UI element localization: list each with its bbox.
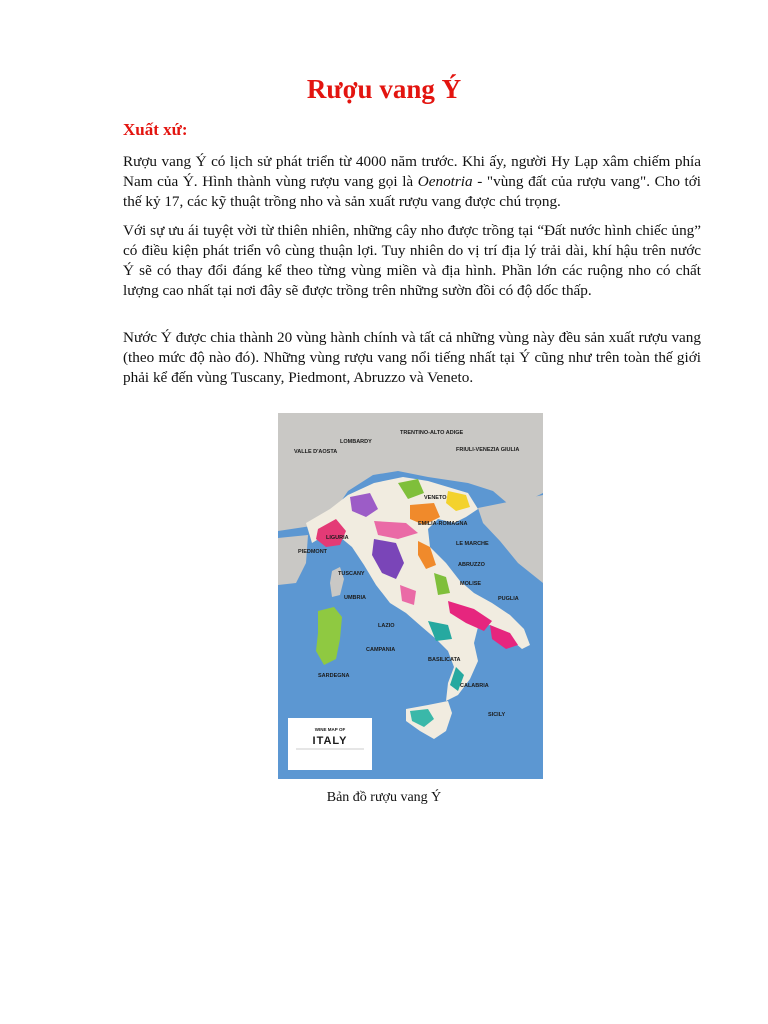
paragraph-history-part1: Rượu vang Ý có lịch sử phát triển từ 4000 năm trước. Khi ấy, người Hy Lạp xâm chiếm phía Nam của Ý. Hình thành vùng rượu vang gọi là — [123, 153, 701, 190]
label-molise: MOLISE — [460, 581, 482, 587]
label-valle: VALLE D'AOSTA — [294, 449, 338, 455]
label-puglia: PUGLIA — [498, 596, 519, 602]
label-lemarche: LE MARCHE — [456, 541, 489, 547]
label-abruzzo: ABRUZZO — [458, 562, 485, 568]
label-lombardy: LOMBARDY — [340, 439, 372, 445]
label-campania: CAMPANIA — [366, 647, 396, 653]
page-title: Rượu vang Ý — [306, 74, 462, 104]
label-piedmont: PIEDMONT — [298, 549, 328, 555]
label-basilicata: BASILICATA — [428, 657, 461, 663]
paragraph-climate: Với sự ưu ái tuyệt vời từ thiên nhiên, những cây nho được trồng tại “Đất nước hình chiếc ủng” có điều kiện phát triển vô cùng thuận lợi. Tuy nhiên do vị trí địa lý trải dài, khí hậu trên nước Ý sẽ có thay đổi đáng kể theo từng vùng miền và địa hình. Phần lớn các ruộng nho có chất lượng cao nhất tại nơi đây sẽ được trồng trên những sườn đồi có độ dốc thấp. — [123, 222, 701, 299]
map-caption: Bản đồ rượu vang Ý — [326, 790, 442, 805]
label-veneto: VENETO — [424, 495, 447, 501]
paragraph-history-part2: - "vùng đất của rượu vang". Cho tới thế kỷ 17, các kỹ thuật trồng nho và sản xuất rượu vang được chú trọng. — [123, 173, 701, 210]
paragraph-regions: Nước Ý được chia thành 20 vùng hành chính và tất cả những vùng này đều sản xuất rượu vang (theo mức độ nào đó). Những vùng rượu vang nổi tiếng nhất tại Ý cũng như trên toàn thế giới phải kể đến vùng Tuscany, Piedmont, Abruzzo và Veneto. — [123, 329, 701, 386]
label-lazio: LAZIO — [378, 623, 395, 629]
label-friuli: FRIULI-VENEZIA GIULIA — [456, 447, 520, 453]
oenotria-term: Oenotria — [417, 173, 473, 190]
italy-wine-map — [278, 413, 543, 779]
label-sardegna: SARDEGNA — [318, 673, 350, 679]
label-umbria: UMBRIA — [344, 595, 366, 601]
map-legend-title: ITALY — [312, 735, 348, 747]
label-liguria: LIGURIA — [326, 535, 349, 541]
section-heading: Xuất xứ: — [123, 120, 188, 139]
label-tuscany: TUSCANY — [338, 571, 365, 577]
label-trentino: TRENTINO-ALTO ADIGE — [400, 430, 464, 436]
paragraph-history — [123, 152, 701, 212]
map-legend-subtitle: WINE MAP OF — [314, 727, 346, 732]
label-sicily: SICILY — [488, 712, 506, 718]
label-calabria: CALABRIA — [460, 683, 489, 689]
label-emilia: EMILIA-ROMAGNA — [418, 521, 468, 527]
